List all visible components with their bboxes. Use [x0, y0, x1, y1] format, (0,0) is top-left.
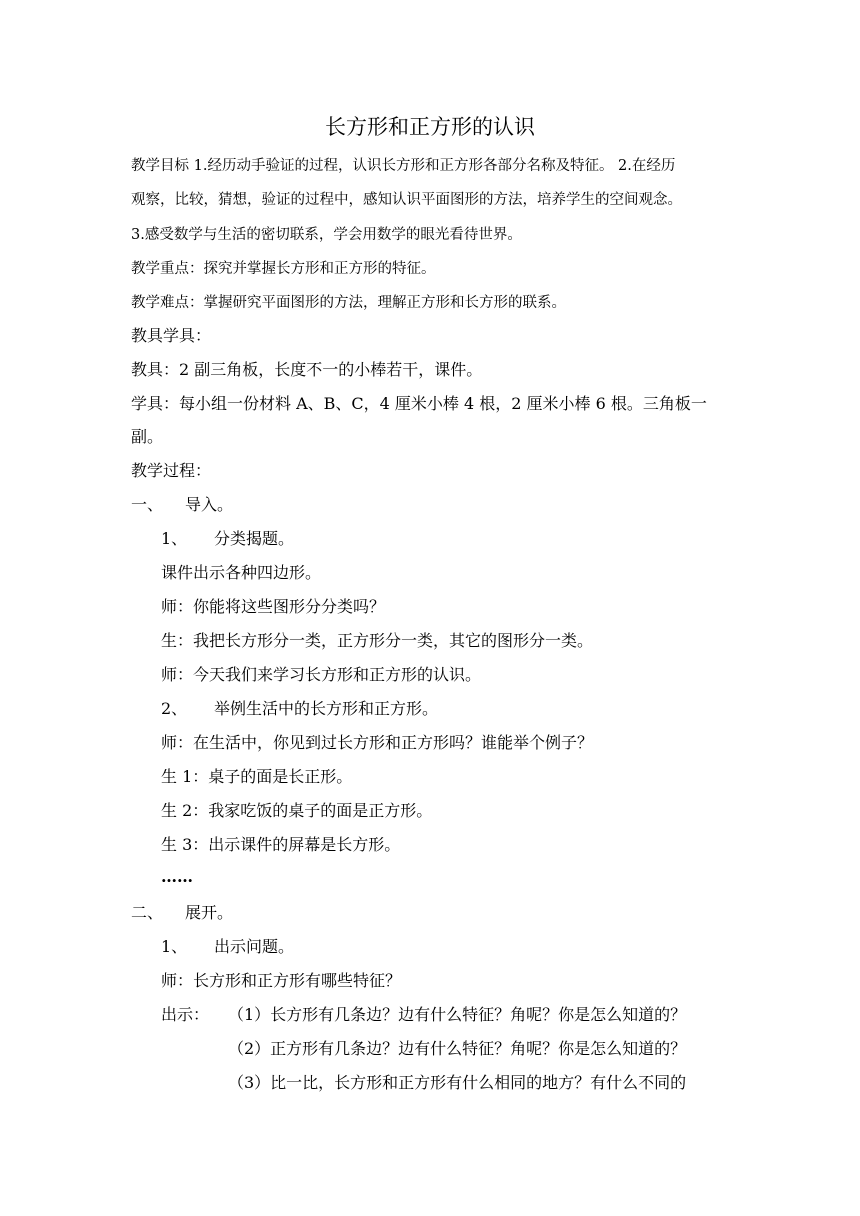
objectives-line-2: 观察，比较，猜想，验证的过程中，感知认识平面图形的方法，培养学生的空间观念。 [131, 192, 682, 208]
key-point: 教学重点：探究并掌握长方形和正方形的特征。 [131, 261, 436, 277]
show-label: 出示： [161, 1005, 210, 1024]
part2-step1-number: 1、 [161, 937, 188, 956]
part1-line: 师：你能将这些图形分分类吗？ [161, 597, 386, 616]
part1-ellipsis: …… [161, 867, 193, 886]
part1-line: 生 2：我家吃饭的桌子的面是正方形。 [161, 801, 433, 820]
part1-line: 课件出示各种四边形。 [161, 563, 322, 582]
part1-step1-title: 分类揭题。 [214, 529, 295, 548]
part1-line: 师：今天我们来学习长方形和正方形的认识。 [161, 665, 482, 684]
student-tools-line-1: 学具：每小组一份材料 A、B、C，4 厘米小棒 4 根，2 厘米小棒 6 根。三角板一 [131, 394, 707, 413]
part1-line: 生 1：桌子的面是长正形。 [161, 767, 353, 786]
process-heading: 教学过程： [131, 461, 212, 480]
question-item: （1）长方形有几条边？边有什么特征？角呢？你是怎么知道的？ [228, 1005, 687, 1024]
part1-line: 生：我把长方形分一类，正方形分一类，其它的图形分一类。 [161, 631, 594, 650]
part1-title: 导入。 [185, 495, 234, 514]
part2-step1-title: 出示问题。 [214, 937, 295, 956]
part2-number: 二、 [131, 903, 164, 922]
part2-question: 师：长方形和正方形有哪些特征？ [161, 971, 402, 990]
objectives-line-3: 3.感受数学与生活的密切联系，学会用数学的眼光看待世界。 [131, 227, 522, 243]
part1-line: 生 3：出示课件的屏幕是长方形。 [161, 835, 401, 854]
part1-step2-title: 举例生活中的长方形和正方形。 [214, 699, 439, 718]
part1-number: 一、 [131, 495, 164, 514]
part2-title: 展开。 [185, 903, 234, 922]
student-tools-line-2: 副。 [131, 427, 164, 446]
document-title: 长方形和正方形的认识 [325, 115, 535, 139]
question-item: （3）比一比，长方形和正方形有什么相同的地方？有什么不同的 [228, 1073, 687, 1092]
part1-step2-number: 2、 [161, 699, 188, 718]
part1-line: 师：在生活中，你见到过长方形和正方形吗？谁能举个例子？ [161, 733, 594, 752]
materials-heading: 教具学具： [131, 326, 212, 345]
difficulty-point: 教学难点：掌握研究平面图形的方法，理解正方形和长方形的联系。 [131, 295, 566, 311]
question-item: （2）正方形有几条边？边有什么特征？角呢？你是怎么知道的？ [228, 1039, 687, 1058]
part1-step1-number: 1、 [161, 529, 188, 548]
teacher-tools: 教具：2 副三角板，长度不一的小棒若干，课件。 [131, 360, 483, 379]
objectives-line-1: 教学目标 1.经历动手验证的过程，认识长方形和正方形各部分名称及特征。 2.在经历 [131, 158, 676, 174]
